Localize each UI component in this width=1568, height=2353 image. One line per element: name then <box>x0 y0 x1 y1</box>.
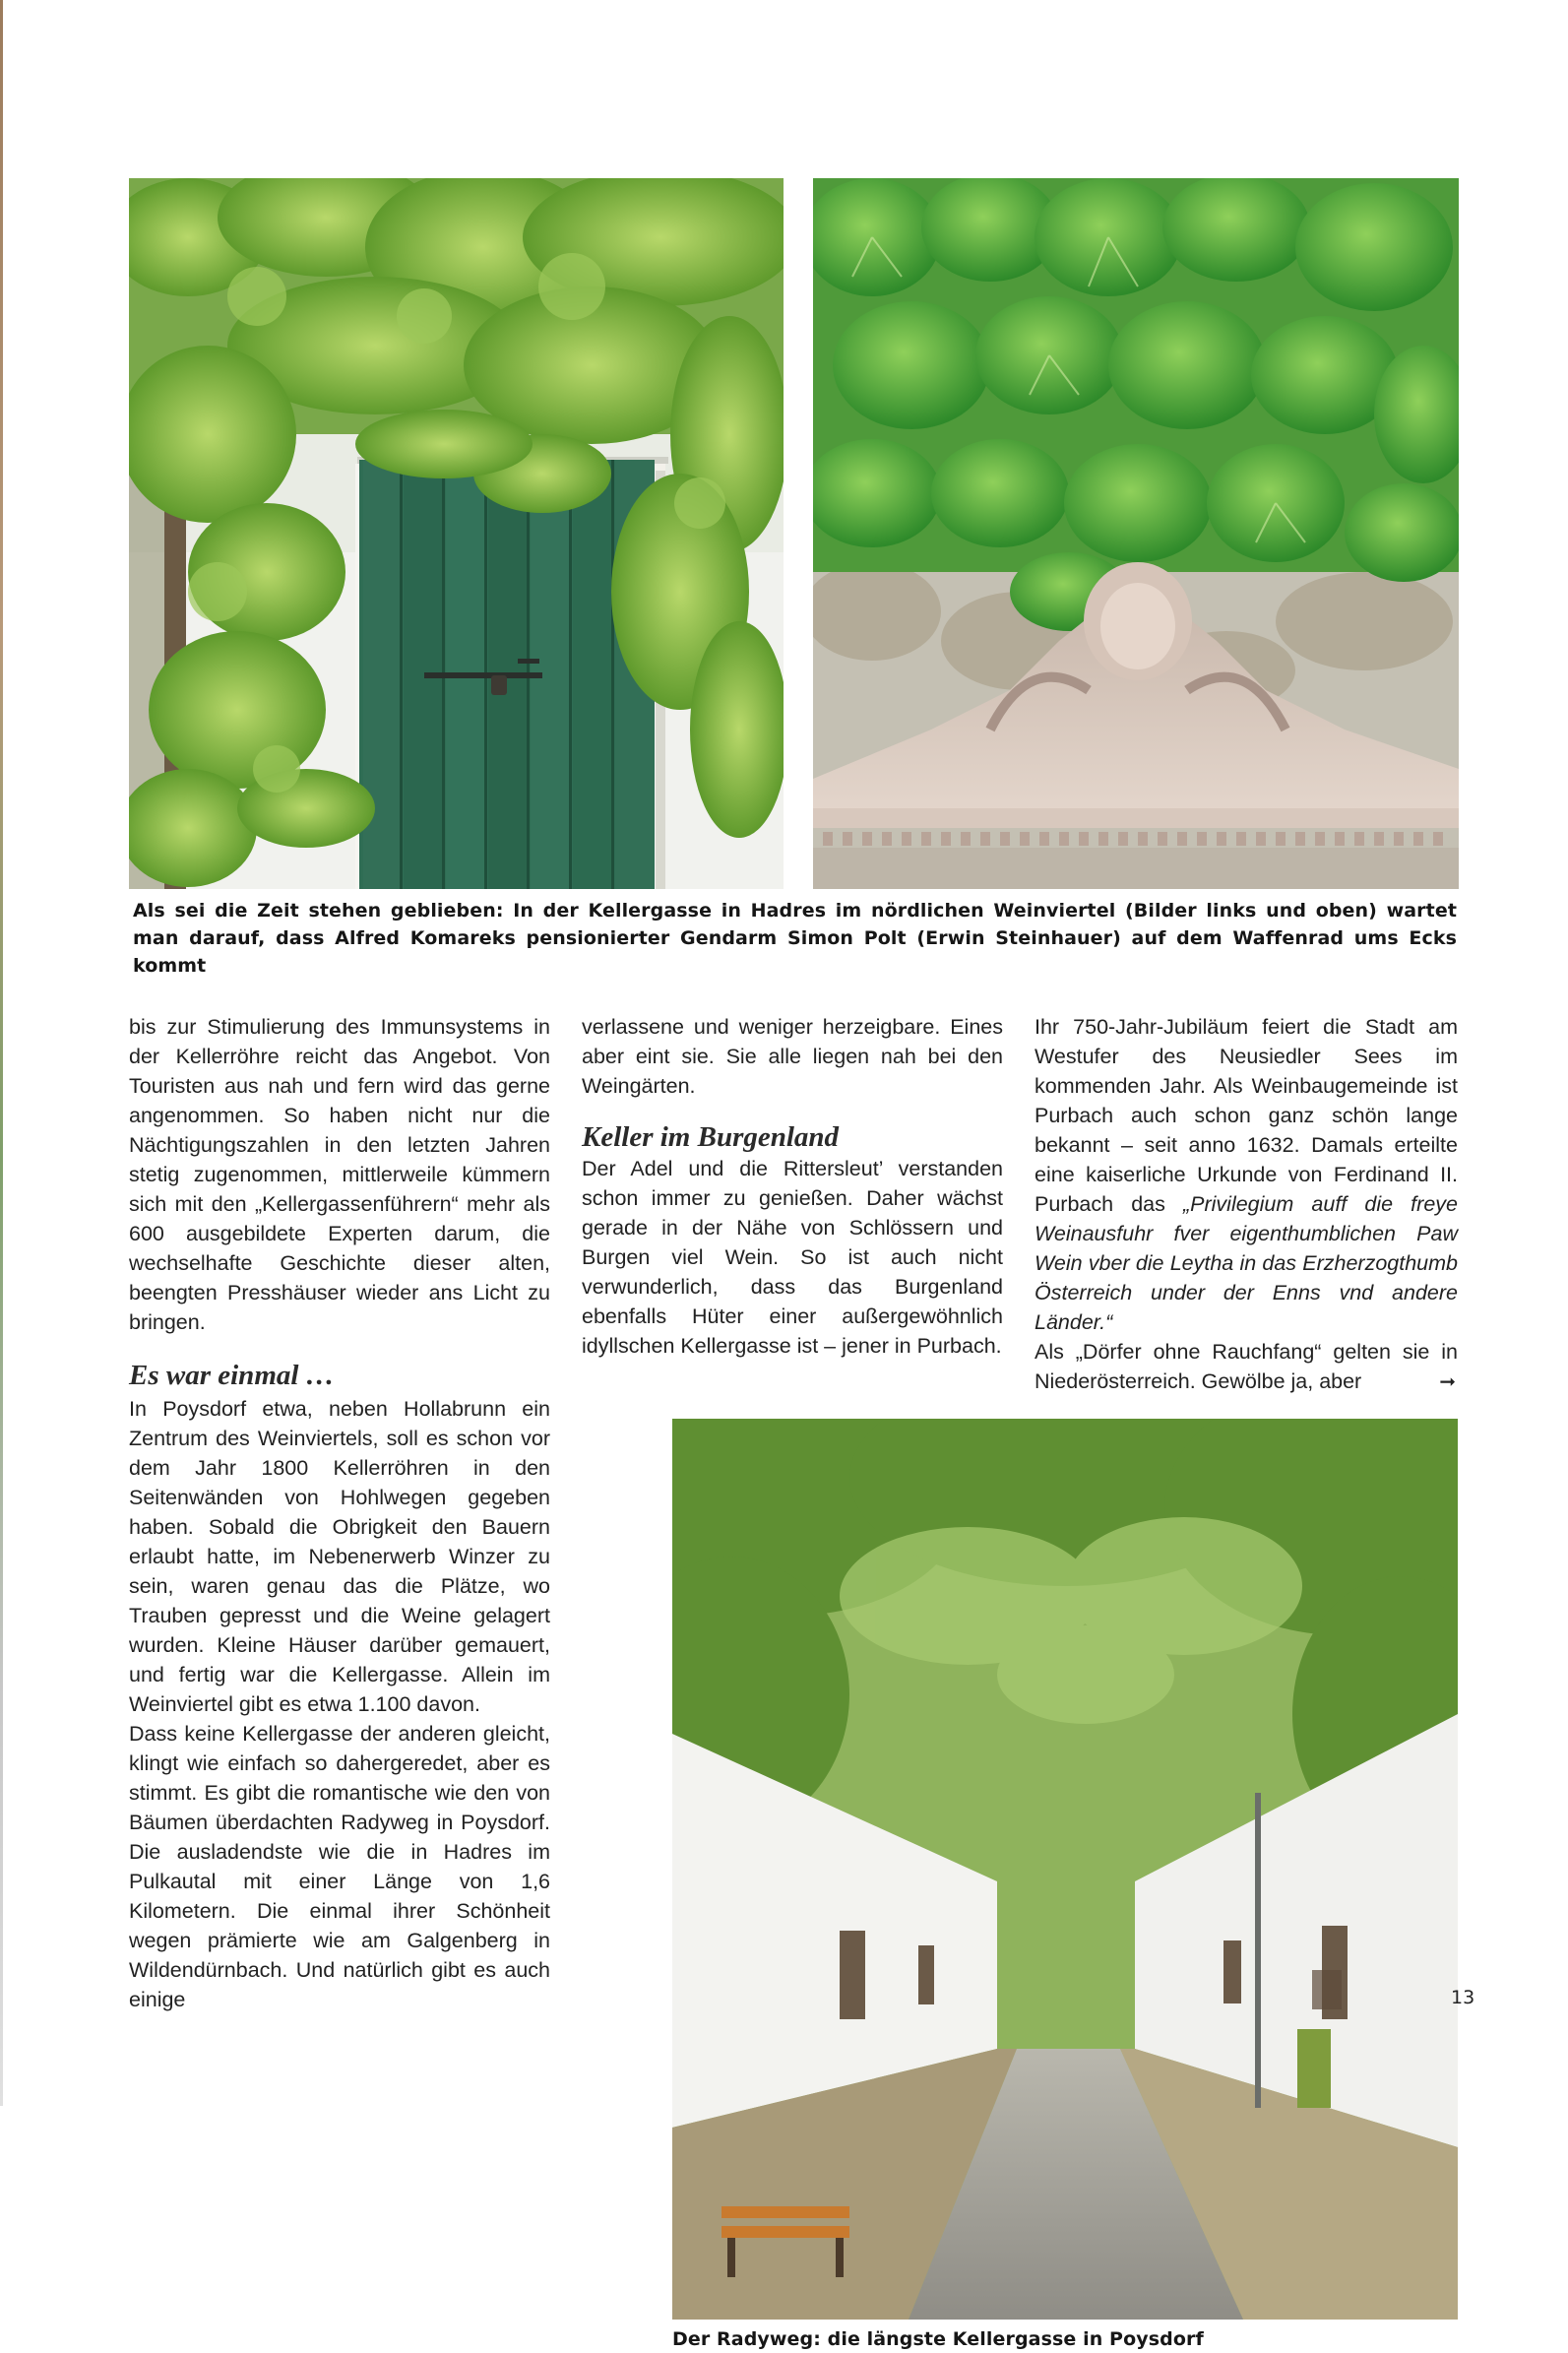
paragraph: Der Adel und die Rittersleut’ verstanden schon immer zu genießen. Daher wächst gerade in der Nähe von Schlössern und Burgen viel Wein. So ist auch nicht verwunderlich, dass das Burgenland ebenfalls Hüter einer außergewöhnlich idyllschen Kellergasse ist – jener in Purbach. <box>582 1157 1003 1358</box>
paragraph <box>1035 1337 1458 1396</box>
privilege-quote: „Privilegium auff die freye Weinausfuhr fver eigenthumblichen Paw Wein vber die Leytha in das Erzherzogthumb Österreich under der Enns vnd andere Länder.“ <box>1035 1192 1458 1334</box>
paragraph: In Poysdorf etwa, neben Hollabrunn ein Zentrum des Weinviertels, soll es schon vor dem Jahr 1800 Kellerröhren in den Seitenwänden von Hohlwegen gegeben haben. Sobald die Obrigkeit den Bauern erlaubt hatte, im Nebenerwerb Winzer zu sein, waren genau das die Plätze, wo Trauben gepresst und die Weine gelagert wurden. Kleine Häuser darüber gemauert, und fertig war die Kellergasse. Allein im Weinviertel gibt es etwa 1.100 davon. <box>129 1397 550 1716</box>
text-column-3 <box>1035 1012 1458 1396</box>
photo-green-door <box>129 178 784 889</box>
subheading-es-war-einmal: Es war einmal … <box>129 1360 335 1391</box>
photo-vine-leaves-relief <box>813 178 1459 889</box>
photo-kellergasse-lane <box>672 1419 1458 2320</box>
page-number: 13 <box>1451 1987 1475 2008</box>
continue-arrow-icon: ➞ <box>1439 1369 1456 1393</box>
subheading-keller-im-burgenland: Keller im Burgenland <box>582 1121 840 1153</box>
page-edge <box>0 0 3 2106</box>
paragraph: verlassene und weniger herzeigbare. Eines aber eint sie. Sie alle liegen nah bei den Weingärten. <box>582 1015 1003 1098</box>
paragraph: Dass keine Kellergasse der anderen gleicht, klingt wie einfach so dahergeredet, aber es stimmt. Es gibt die romantische wie den von Bäumen überdachten Radyweg in Poysdorf. Die ausladendste wie die in Hadres im Pulkautal mit einer Länge von 1,6 Kilometern. Die einmal ihrer Schönheit wegen prämierte wie am Galgenberg in Wildendürnbach. Und natürlich gibt es auch einige <box>129 1722 550 2011</box>
photo-caption-top: Als sei die Zeit stehen geblieben: In der Kellergasse in Hadres im nördlichen Weinviertel (Bilder links und oben) wartet man darauf, dass Alfred Komareks pensionierter Gendarm Simon Polt (Erwin Steinhauer) auf dem Waffenrad ums Ecks kommt <box>133 900 1457 977</box>
text-column-1 <box>129 1012 550 2014</box>
text-column-2 <box>582 1012 1003 1361</box>
paragraph: bis zur Stimulierung des Immunsystems in der Kellerröhre reicht das Angebot. Von Touristen aus nah und fern wird das gerne angenommen. So haben nicht nur die Nächtigungszahlen in den letzten Jahren stetig zugenommen, mittlerweile kümmern sich mit den „Kellergassenführern“ mehr als 600 ausgebildete Experten darum, die wechselhafte Geschichte dieser alten, beengten Presshäuser wieder ans Licht zu bringen. <box>129 1015 550 1334</box>
photo-caption-bottom: Der Radyweg: die längste Kellergasse in Poysdorf <box>672 2328 1204 2350</box>
paragraph-text: Als „Dörfer ohne Rauchfang“ gelten sie in Niederösterreich. Gewölbe ja, aber <box>1035 1340 1458 1393</box>
paragraph <box>1035 1012 1458 1337</box>
paragraph-text: Ihr 750-Jahr-Jubiläum feiert die Stadt am Westufer des Neusiedler Sees im kommenden Jahr. Als Weinbaugemeinde ist Purbach auch schon ganz schön lange bekannt – seit anno 1632. Damals erteilte eine kaiserliche Urkunde von Ferdinand II. Purbach das <box>1035 1015 1458 1216</box>
